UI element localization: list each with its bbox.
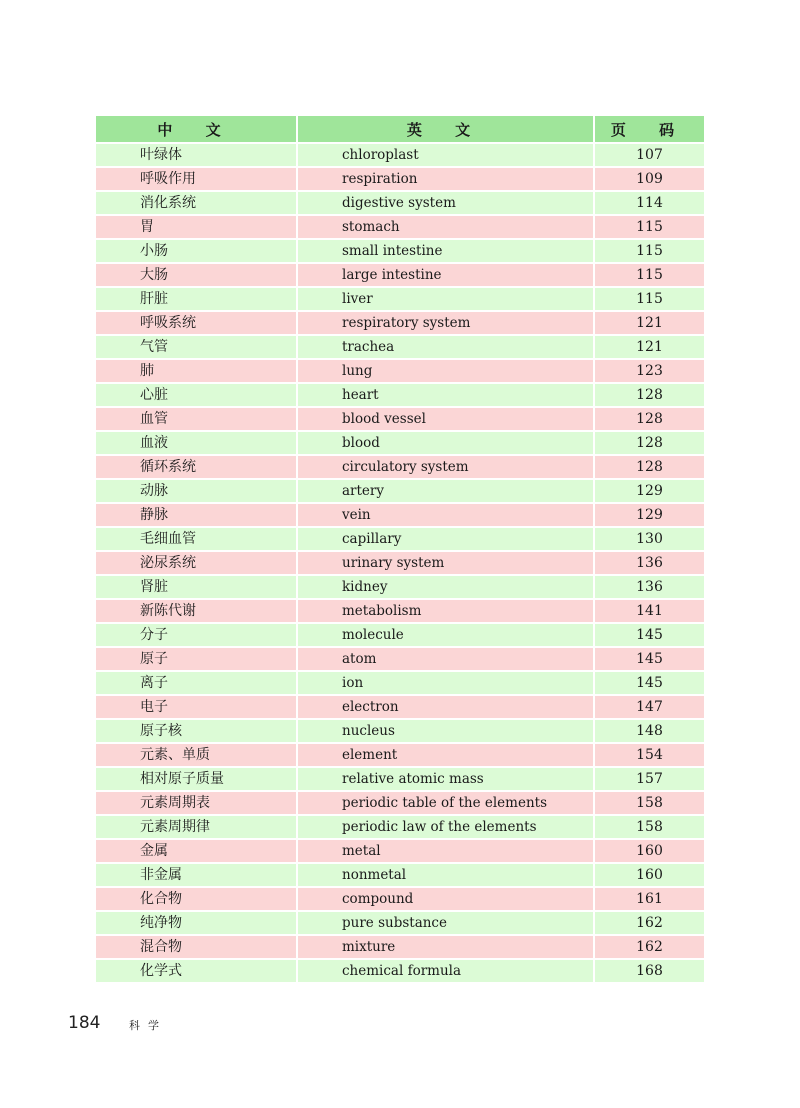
term-page: 129: [595, 480, 704, 504]
table-row: [96, 240, 704, 264]
term-chinese: 元素、单质: [96, 744, 298, 768]
term-chinese: 胃: [96, 216, 298, 240]
table-row: [96, 144, 704, 168]
term-english: trachea: [298, 336, 595, 360]
table-row: [96, 960, 704, 984]
term-english: blood: [298, 432, 595, 456]
table-row: [96, 912, 704, 936]
term-english: artery: [298, 480, 595, 504]
term-english: compound: [298, 888, 595, 912]
term-page: 114: [595, 192, 704, 216]
table-row: [96, 792, 704, 816]
term-chinese: 原子: [96, 648, 298, 672]
table-row: [96, 840, 704, 864]
term-page: 130: [595, 528, 704, 552]
term-english: element: [298, 744, 595, 768]
term-english: molecule: [298, 624, 595, 648]
term-chinese: 肾脏: [96, 576, 298, 600]
term-english: stomach: [298, 216, 595, 240]
term-chinese: 肺: [96, 360, 298, 384]
table-row: [96, 816, 704, 840]
term-english: ion: [298, 672, 595, 696]
table-row: [96, 528, 704, 552]
term-chinese: 动脉: [96, 480, 298, 504]
term-english: small intestine: [298, 240, 595, 264]
table-row: [96, 720, 704, 744]
term-english: blood vessel: [298, 408, 595, 432]
term-chinese: 元素周期表: [96, 792, 298, 816]
term-page: 147: [595, 696, 704, 720]
term-chinese: 纯净物: [96, 912, 298, 936]
term-english: circulatory system: [298, 456, 595, 480]
term-page: 158: [595, 816, 704, 840]
term-english: digestive system: [298, 192, 595, 216]
page-number: 184: [68, 1013, 101, 1033]
header-chinese: 中 文: [96, 116, 298, 144]
term-page: 121: [595, 336, 704, 360]
term-page: 161: [595, 888, 704, 912]
term-english: urinary system: [298, 552, 595, 576]
table-row: [96, 744, 704, 768]
term-english: large intestine: [298, 264, 595, 288]
term-chinese: 大肠: [96, 264, 298, 288]
term-page: 158: [595, 792, 704, 816]
term-chinese: 循环系统: [96, 456, 298, 480]
table-row: [96, 336, 704, 360]
term-english: pure substance: [298, 912, 595, 936]
term-page: 109: [595, 168, 704, 192]
term-chinese: 离子: [96, 672, 298, 696]
term-english: lung: [298, 360, 595, 384]
table-row: [96, 168, 704, 192]
table-row: [96, 504, 704, 528]
table-row: [96, 192, 704, 216]
table-row: [96, 312, 704, 336]
header-english: 英 文: [298, 116, 595, 144]
term-english: periodic law of the elements: [298, 816, 595, 840]
glossary-table: [96, 116, 704, 984]
term-page: 162: [595, 936, 704, 960]
table-row: [96, 672, 704, 696]
term-english: capillary: [298, 528, 595, 552]
table-row: [96, 600, 704, 624]
term-chinese: 混合物: [96, 936, 298, 960]
term-chinese: 元素周期律: [96, 816, 298, 840]
term-chinese: 静脉: [96, 504, 298, 528]
term-page: 115: [595, 288, 704, 312]
table-row: [96, 936, 704, 960]
term-chinese: 消化系统: [96, 192, 298, 216]
table-row: [96, 888, 704, 912]
term-chinese: 小肠: [96, 240, 298, 264]
table-row: [96, 624, 704, 648]
table-row: [96, 288, 704, 312]
table-row: [96, 432, 704, 456]
term-chinese: 新陈代谢: [96, 600, 298, 624]
term-page: 136: [595, 576, 704, 600]
term-chinese: 呼吸作用: [96, 168, 298, 192]
term-page: 123: [595, 360, 704, 384]
term-english: chemical formula: [298, 960, 595, 984]
term-english: atom: [298, 648, 595, 672]
table-row: [96, 864, 704, 888]
term-chinese: 原子核: [96, 720, 298, 744]
table-row: [96, 456, 704, 480]
term-chinese: 叶绿体: [96, 144, 298, 168]
term-page: 115: [595, 216, 704, 240]
term-english: electron: [298, 696, 595, 720]
term-english: respiration: [298, 168, 595, 192]
term-page: 121: [595, 312, 704, 336]
table-row: [96, 696, 704, 720]
term-english: nucleus: [298, 720, 595, 744]
term-english: heart: [298, 384, 595, 408]
term-chinese: 气管: [96, 336, 298, 360]
table-row: [96, 264, 704, 288]
term-chinese: 分子: [96, 624, 298, 648]
term-chinese: 心脏: [96, 384, 298, 408]
term-english: vein: [298, 504, 595, 528]
table-row: [96, 576, 704, 600]
term-english: respiratory system: [298, 312, 595, 336]
glossary-body: [96, 144, 704, 984]
table-row: [96, 408, 704, 432]
term-page: 157: [595, 768, 704, 792]
term-chinese: 非金属: [96, 864, 298, 888]
term-english: liver: [298, 288, 595, 312]
table-row: [96, 648, 704, 672]
term-page: 145: [595, 648, 704, 672]
term-page: 115: [595, 240, 704, 264]
term-english: metal: [298, 840, 595, 864]
term-english: metabolism: [298, 600, 595, 624]
term-page: 162: [595, 912, 704, 936]
term-page: 141: [595, 600, 704, 624]
term-english: kidney: [298, 576, 595, 600]
term-page: 145: [595, 624, 704, 648]
term-page: 136: [595, 552, 704, 576]
subject-label: 科学: [129, 1019, 167, 1032]
term-page: 115: [595, 264, 704, 288]
table-row: [96, 216, 704, 240]
term-chinese: 呼吸系统: [96, 312, 298, 336]
term-page: 168: [595, 960, 704, 984]
term-page: 107: [595, 144, 704, 168]
term-page: 160: [595, 840, 704, 864]
term-english: mixture: [298, 936, 595, 960]
table-row: [96, 384, 704, 408]
term-chinese: 化合物: [96, 888, 298, 912]
term-page: 145: [595, 672, 704, 696]
table-row: [96, 480, 704, 504]
term-chinese: 血管: [96, 408, 298, 432]
term-chinese: 金属: [96, 840, 298, 864]
term-chinese: 电子: [96, 696, 298, 720]
term-page: 160: [595, 864, 704, 888]
header-page: 页 码: [595, 116, 704, 144]
term-chinese: 肝脏: [96, 288, 298, 312]
term-page: 128: [595, 408, 704, 432]
term-page: 128: [595, 384, 704, 408]
term-english: relative atomic mass: [298, 768, 595, 792]
term-chinese: 毛细血管: [96, 528, 298, 552]
term-page: 154: [595, 744, 704, 768]
term-page: 128: [595, 456, 704, 480]
term-chinese: 泌尿系统: [96, 552, 298, 576]
term-chinese: 血液: [96, 432, 298, 456]
term-english: nonmetal: [298, 864, 595, 888]
term-english: chloroplast: [298, 144, 595, 168]
table-row: [96, 552, 704, 576]
term-chinese: 相对原子质量: [96, 768, 298, 792]
term-english: periodic table of the elements: [298, 792, 595, 816]
term-page: 129: [595, 504, 704, 528]
table-row: [96, 768, 704, 792]
header-row: [96, 116, 704, 144]
term-page: 148: [595, 720, 704, 744]
term-page: 128: [595, 432, 704, 456]
table-row: [96, 360, 704, 384]
term-chinese: 化学式: [96, 960, 298, 984]
